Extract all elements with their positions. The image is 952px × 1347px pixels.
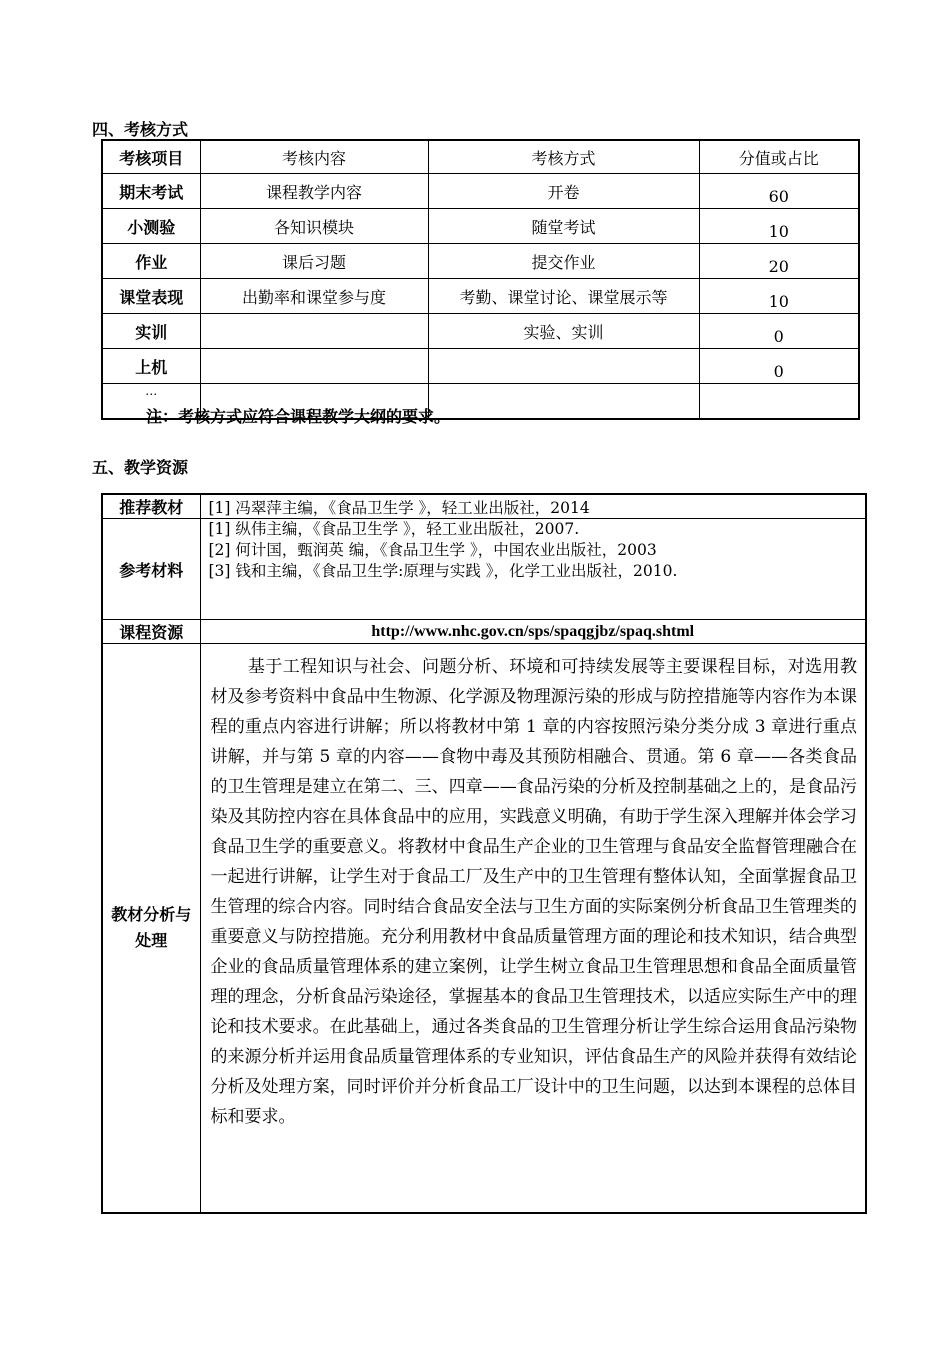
table-row (102, 279, 859, 314)
table-row (102, 174, 859, 209)
reference-item: [2] 何计国，甄润英 编，《食品卫生学 》，中国农业出版社，2003 (208, 541, 657, 559)
section-5-title: 五、教学资源 (92, 458, 189, 477)
header-content: 考核内容 (200, 140, 428, 174)
assessment-content: 出勤率和课堂参与度 (200, 279, 428, 314)
assessment-item: … (102, 384, 200, 420)
section-4-title: 四、考核方式 (92, 120, 189, 139)
resource-label: 课程资源 (102, 620, 200, 644)
assessment-method (428, 384, 699, 420)
analysis-label: 教材分析与处理 (102, 644, 200, 1214)
references-label: 参考材料 (102, 519, 200, 620)
textbook-row (102, 494, 866, 519)
reference-item: [3] 钱和主编，《食品卫生学:原理与实践 》，化学工业出版社，2010. (208, 562, 678, 580)
assessment-content: 课后习题 (200, 244, 428, 279)
references-row (102, 519, 866, 620)
analysis-text: 基于工程知识与社会、问题分析、环境和可持续发展等主要课程目标，对选用教材及参考资料中食品中生物源、化学源及物理源污染的形成与防控措施等内容作为本课程的重点内容进行讲解；所以将教材中第 1 章的内容按照污染分类分成 3 章进行重点讲解，并与第 5 章的内容——食物中毒及其预防相融合、贯通。第 6 章——各类食品的卫生管理是建立在第二、三、四章——食品污染的分析及控制基础之上的，是食品污染及其防控内容在具体食品中的应用，实践意义明确，有助于学生深入理解并体会学习食品卫生学的重要意义。将教材中食品生产企业的卫生管理与食品安全监督管理融合在一起进行讲解，让学生对于食品工厂及生产中的卫生管理有整体认知，全面掌握食品卫生管理的综合内容。同时结合食品安全法与卫生方面的实际案例分析食品卫生管理类的重要意义与防控措施。充分利用教材中食品质量管理方面的理论和技术知识，结合典型企业的食品质量管理体系的建立案例，让学生树立食品卫生管理思想和食品全面质量管理的理念，分析食品污染途径，掌握基本的食品卫生管理技术，以适应实际生产中的理论和技术要求。在此基础上，通过各类食品的卫生管理分析让学生综合运用食品污染物的来源分析并运用食品质量管理体系的专业知识，评估食品生产的风险并获得有效结论分析及处理方案，同时评价并分析食品工厂设计中的卫生问题，以达到本课程的总体目标和要求。 (200, 644, 866, 1214)
header-score: 分值或占比 (699, 140, 859, 174)
assessment-content: 课程教学内容 (200, 174, 428, 209)
assessment-item: 上机 (102, 349, 200, 384)
assessment-score: 60 (699, 174, 859, 209)
assessment-score: 20 (699, 244, 859, 279)
references-value (200, 519, 866, 620)
header-method: 考核方式 (428, 140, 699, 174)
table-row (102, 209, 859, 244)
textbook-value: [1] 冯翠萍主编，《食品卫生学 》，轻工业出版社，2014 (200, 494, 866, 519)
reference-item: [1] 纵伟主编，《食品卫生学 》，轻工业出版社，2007. (208, 520, 580, 538)
assessment-method: 随堂考试 (428, 209, 699, 244)
table-row (102, 349, 859, 384)
assessment-item: 实训 (102, 314, 200, 349)
assessment-score: 0 (699, 349, 859, 384)
assessment-header-row (102, 140, 859, 174)
assessment-score (699, 384, 859, 420)
assessment-content (200, 349, 428, 384)
assessment-score: 10 (699, 209, 859, 244)
assessment-item: 作业 (102, 244, 200, 279)
assessment-score: 10 (699, 279, 859, 314)
assessment-method: 考勤、课堂讨论、课堂展示等 (428, 279, 699, 314)
assessment-score: 0 (699, 314, 859, 349)
assessment-content (200, 314, 428, 349)
resource-link[interactable]: http://www.nhc.gov.cn/sps/spaqgjbz/spaq.shtml (200, 620, 866, 644)
resource-row (102, 620, 866, 644)
assessment-item: 小测验 (102, 209, 200, 244)
assessment-note: 注：考核方式应符合课程教学大纲的要求。 (146, 407, 451, 426)
header-item: 考核项目 (102, 140, 200, 174)
assessment-item: 期末考试 (102, 174, 200, 209)
table-row (102, 314, 859, 349)
textbook-label: 推荐教材 (102, 494, 200, 519)
analysis-row (102, 644, 866, 1214)
assessment-method: 提交作业 (428, 244, 699, 279)
resources-table (101, 493, 867, 1214)
assessment-item: 课堂表现 (102, 279, 200, 314)
assessment-table (101, 139, 860, 420)
assessment-method: 实验、实训 (428, 314, 699, 349)
assessment-method: 开卷 (428, 174, 699, 209)
table-row (102, 244, 859, 279)
assessment-content: 各知识模块 (200, 209, 428, 244)
assessment-method (428, 349, 699, 384)
